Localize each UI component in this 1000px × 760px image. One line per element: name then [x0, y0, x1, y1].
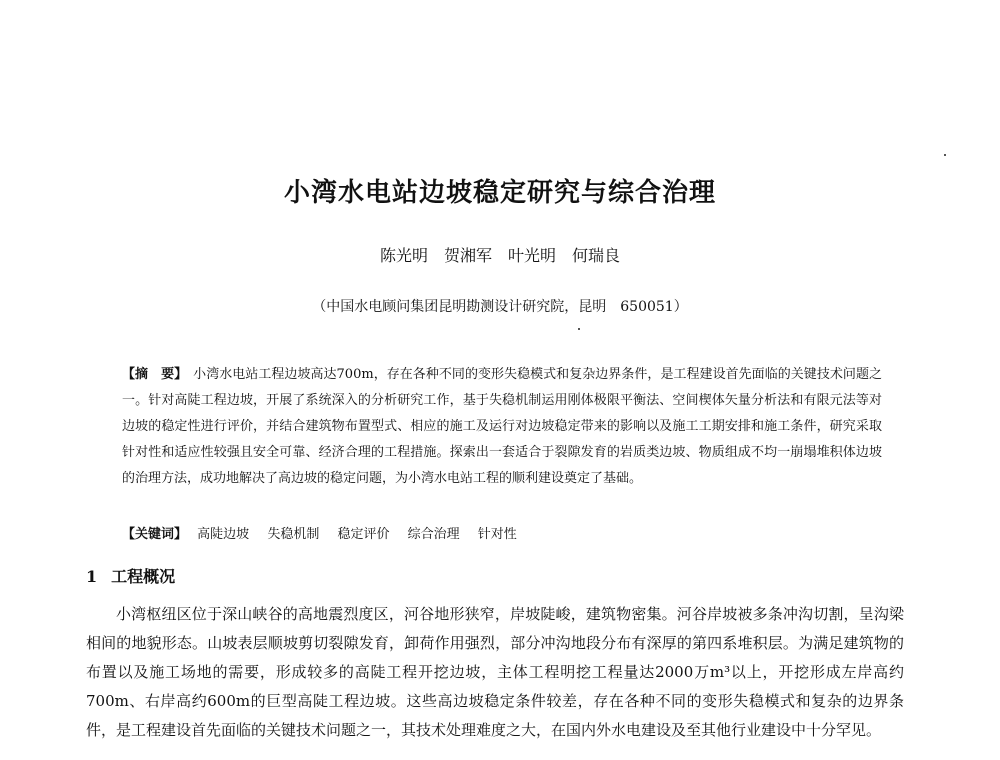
- keyword: 综合治理: [407, 527, 460, 542]
- paper-title: 小湾水电站边坡稳定研究与综合治理: [283, 178, 716, 208]
- affiliation: （中国水电顾问集团昆明勘测设计研究院，昆明 650051）: [312, 299, 688, 315]
- scan-speck: [944, 154, 946, 156]
- keywords-block: [122, 522, 882, 548]
- keywords-label: 【关键词】: [122, 527, 188, 542]
- abstract-text: 小湾水电站工程边坡高达700m，存在各种不同的变形失稳模式和复杂边界条件，是工程建设首先面临的关键技术问题之一。针对高陡工程边坡，开展了系统深入的分析研究工作，基于失稳机制运用刚体极限平衡法、空间楔体矢量分析法和有限元法等对边坡的稳定性进行评价，并结合建筑物布置型式、相应的施工及运行对边坡稳定带来的影响以及施工工期安排和施工条件，研究采取针对性和适应性较强且安全可靠、经济合理的工程措施。探索出一套适合于裂隙发育的岩质类边坡、物质组成不均一崩塌堆积体边坡的治理方法，成功地解决了高边坡的稳定问题，为小湾水电站工程的顺利建设奠定了基础。: [122, 367, 882, 486]
- abstract-block: [122, 362, 882, 492]
- section-title: 工程概况: [111, 567, 176, 586]
- keyword: 针对性: [477, 527, 517, 542]
- scan-speck: [578, 328, 580, 330]
- keyword: 失稳机制: [267, 527, 320, 542]
- author-list: 陈光明 贺湘军 叶光明 何瑞良: [379, 246, 620, 265]
- abstract-label: 【摘 要】: [122, 367, 188, 382]
- body-paragraph: 小湾枢纽区位于深山峡谷的高地震烈度区，河谷地形狭窄，岸坡陡峻，建筑物密集。河谷岸坡被多条冲沟切割，呈沟梁相间的地貌形态。山坡表层顺坡剪切裂隙发育，卸荷作用强烈，部分冲沟地段分布有深厚的第四系堆积层。为满足建筑物的布置以及施工场地的需要，形成较多的高陡工程开挖边坡，主体工程明挖工程量达2000万m³以上，开挖形成左岸高约700m、右岸高约600m的巨型高陡工程边坡。这些高边坡稳定条件较差，存在各种不同的变形失稳模式和复杂的边界条件，是工程建设首先面临的关键技术问题之一，其技术处理难度之大，在国内外水电建设及至其他行业建设中十分罕见。: [86, 605, 904, 739]
- section-number: 1: [86, 567, 98, 586]
- section-heading: [86, 564, 175, 587]
- keyword: 稳定评价: [337, 527, 390, 542]
- keyword: 高陡边坡: [197, 527, 250, 542]
